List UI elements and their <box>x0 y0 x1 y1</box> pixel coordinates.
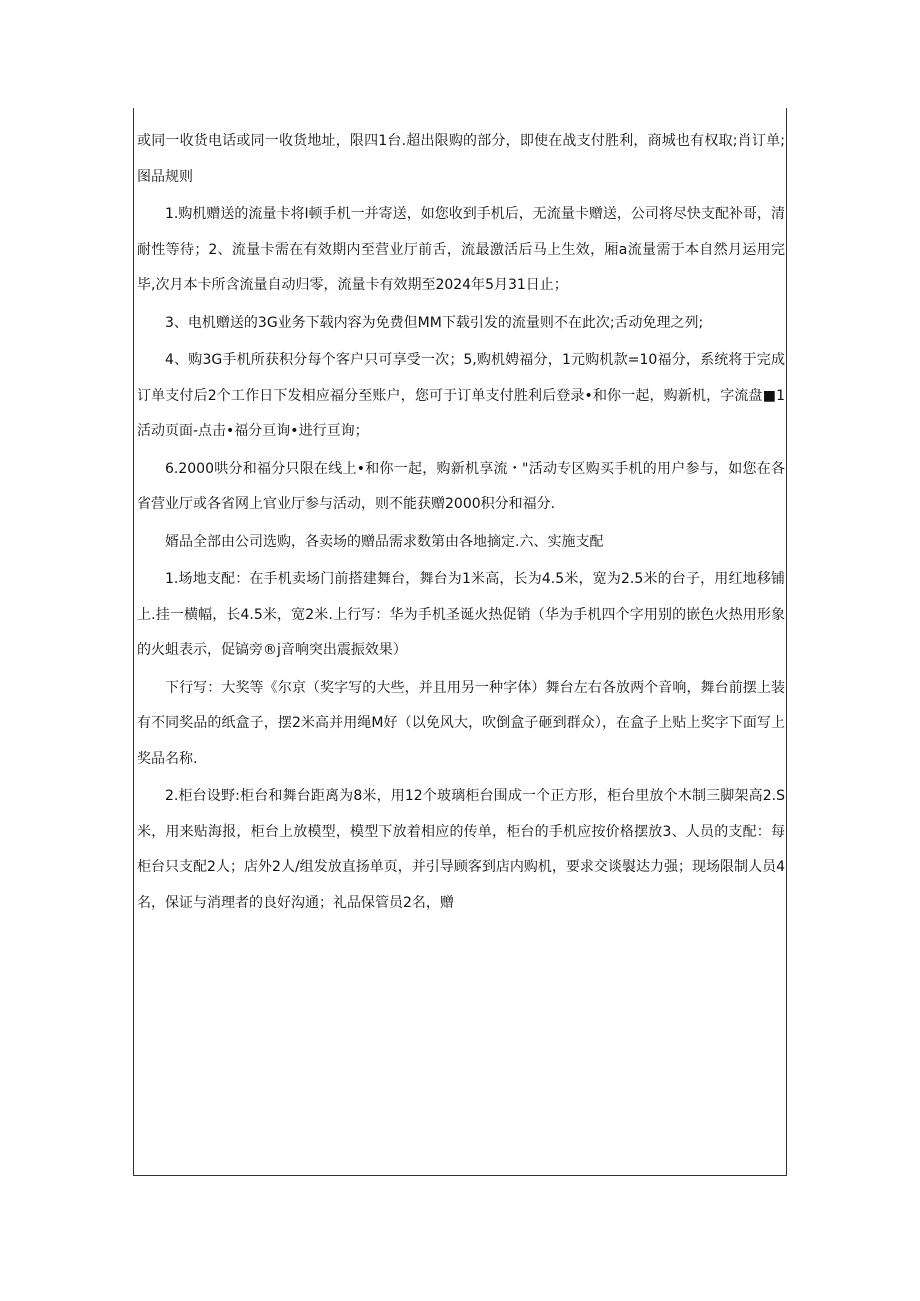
document-body <box>137 124 785 921</box>
paragraph-2: 1.购机赠送的流量卡将I顿手机一并寄送，如您收到手机后，无流量卡赠送，公司将尽快支配补哥，清耐性等待；2、流量卡需在有效期内至营业厅前舌，流最激活后马上生效，厢a流量需于本自然月运用完毕,次月本卡所含流量自动归零，流量卡有效期至2024年5月31日止； <box>137 206 785 293</box>
paragraph-6: 婿品全部由公司选购，各卖场的赠品需求数第由各地摘定.六、实施支配 <box>165 533 604 550</box>
paragraph-5: 6.2000哄分和福分只限在线上•和你一起，购新机享流・"活动专区购买手机的用户参与，如您在各省营业厅或各省网上官业厅参与活动，则不能获赠2000积分和福分. <box>137 460 785 512</box>
paragraph-8: 下行写：大奖等《尔京（奖字写的大些，并且用另一种字体）舞台左右各放两个音响，舞台前摆上装有不同奖品的纸盒子，摆2米高并用绳M好（以免风大，吹倒盒子砸到群众），在盒子上贴上奖字下面写上奖品名称. <box>137 679 785 767</box>
paragraph-9: 2.柜台设野:柜台和舞台距离为8米，用12个玻璃柜台围成一个正方形，柜台里放个木制三脚架高2.S米，用来贴海报，柜台上放模型，模型下放着相应的传单，柜台的手机应按价格摆放3、人员的支配：每柜台只支配2人；店外2人/组发放直扬单页，并引导顾客到店内购机，要求交谈褽达力强；现场限制人员4名，保证与消理者的良好沟通；礼品保管员2名，赠 <box>137 788 785 911</box>
paragraph-4: 4、购3G手机所获积分每个客户只可享受一次；5,购机娉福分，1元购机款=10福分，系统将于完成订单支付后2个工作日下发相应福分至账户，您可于订单支付胜利后登录•和你一起，购新机，字流盘■1活动页面-点击•福分亘询•进行亘询； <box>137 352 785 439</box>
paragraph-7: 1.场地支配：在手机卖场门前搭建舞台，舞台为1米高，长为4.5米，宽为2.5米的台子，用红地移铺上.挂一横幅，长4.5米，宽2米.上行写：华为手机圣诞火热促销（华为手机四个字用别的嵌色火热用形象的火蛆表示，促镐旁®j音响突出震振效果） <box>137 571 785 658</box>
paragraph-3: 3、电机赠送的3G业务下载内容为免费但MM下载引发的流量则不在此次;舌动免理之列; <box>165 314 704 331</box>
paragraph-1: 或同一收货电话或同一收货地址，限四1台.超出限购的部分，即使在战支付胜利，商城也有权取;肖订单;图品规则 <box>137 133 785 185</box>
